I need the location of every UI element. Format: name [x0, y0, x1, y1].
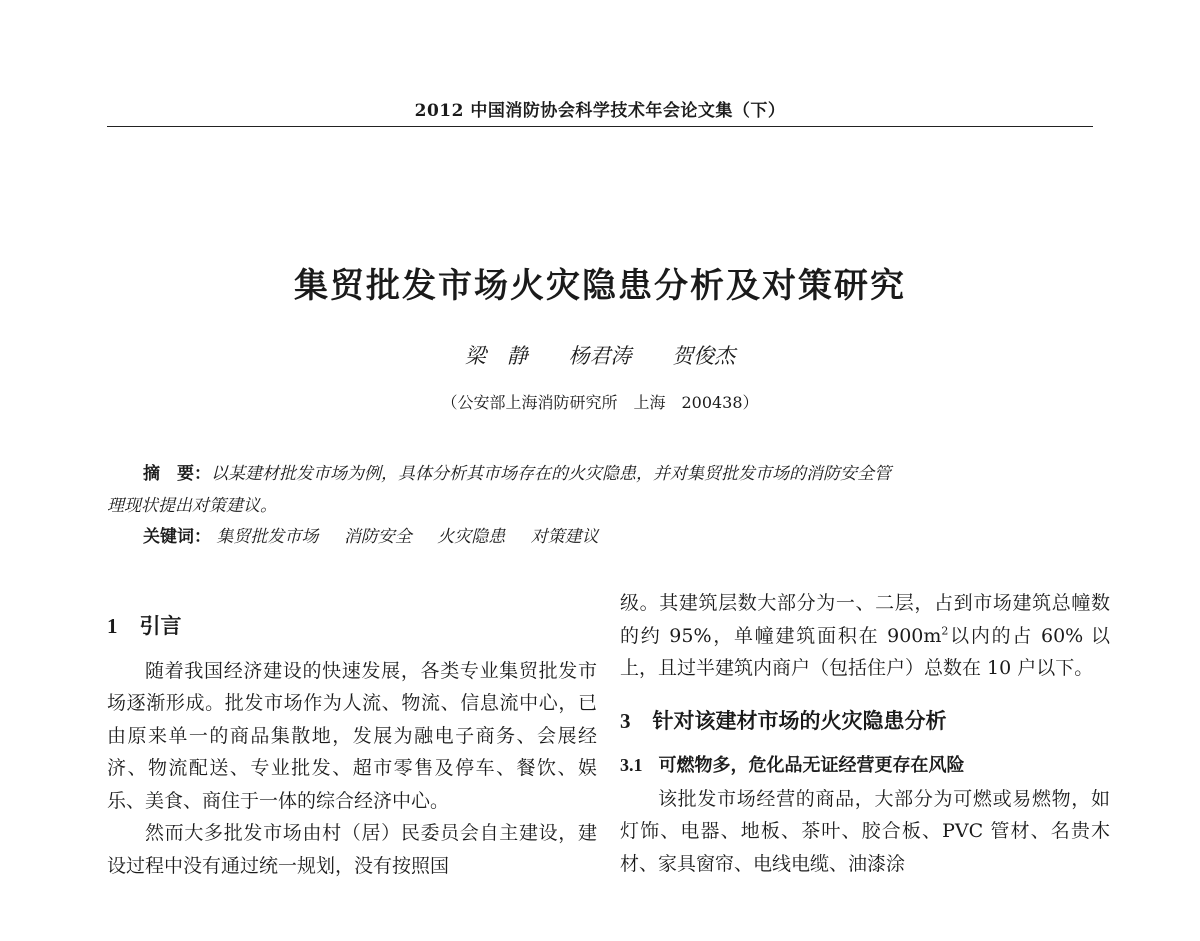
- text-span: 以内的占 60% 以上，且过半建筑内商户（包括住户）总数在 10 户以下。: [620, 624, 1110, 679]
- abstract-text-cont: 理现状提出对策建议。: [107, 496, 277, 516]
- running-head: 2012 中国消防协会科学技术年会论文集（下）: [414, 101, 786, 121]
- body-paragraph-continued: [620, 587, 1110, 685]
- section-title: 针对该建材市场的火灾隐患分析: [652, 708, 947, 733]
- subsection-heading-3-1: [620, 749, 1110, 783]
- keyword: 消防安全: [343, 527, 412, 547]
- section-number: 1: [107, 614, 118, 638]
- body-paragraph: 该批发市场经营的商品，大部分为可燃或易燃物，如灯饰、电器、地板、茶叶、胶合板、PVC 管材、名贵木材、家具窗帘、电线电缆、油漆涂: [620, 787, 1110, 875]
- author: 杨君涛: [568, 344, 632, 368]
- section-heading-3: [620, 705, 1110, 738]
- subsection-number: 3.1: [620, 755, 643, 775]
- text-span: 级。其建筑层数大部分为一、二层，占到市场建筑总幢数的约 95%，单幢建筑面积在 900m: [620, 592, 1110, 647]
- abstract-text: 以某建材批发市场为例，具体分析其市场存在的火灾隐患，并对集贸批发市场的消防安全管: [211, 464, 891, 484]
- affiliation: （公安部上海消防研究所 上海 200438）: [441, 393, 759, 412]
- subsection-title: 可燃物多，危化品无证经营更存在风险: [658, 755, 965, 776]
- body-paragraph: 随着我国经济建设的快速发展，各类专业集贸批发市场逐渐形成。批发市场作为人流、物流、信息流中心，已由原来单一的商品集散地，发展为融电子商务、会展经济、物流配送、专业批发、超市零售及停车、餐饮、娱乐、美食、商住于一体的综合经济中心。: [107, 659, 597, 812]
- paper-title: 集贸批发市场火灾隐患分析及对策研究: [294, 266, 906, 306]
- keyword: 集贸批发市场: [216, 527, 319, 547]
- body-paragraph: 然而大多批发市场由村（居）民委员会自主建设，建设过程中没有通过统一规划，没有按照国: [107, 822, 597, 877]
- section-heading-1: [107, 610, 597, 643]
- left-column: [107, 610, 597, 882]
- section-number: 3: [620, 708, 631, 733]
- keyword: 火灾隐患: [437, 527, 506, 547]
- right-column: [620, 587, 1110, 880]
- abstract: [107, 458, 1093, 522]
- abstract-label: 摘 要：: [143, 464, 211, 484]
- author: 贺俊杰: [672, 344, 736, 368]
- authors: [0, 340, 1200, 370]
- superscript: 2: [941, 624, 949, 638]
- header-rule: [107, 126, 1093, 127]
- keywords-label: 关键词：: [143, 527, 211, 547]
- keywords: [143, 522, 619, 547]
- keyword: 对策建议: [530, 527, 599, 547]
- author: 梁 静: [464, 344, 528, 368]
- section-title: 引言: [139, 614, 182, 638]
